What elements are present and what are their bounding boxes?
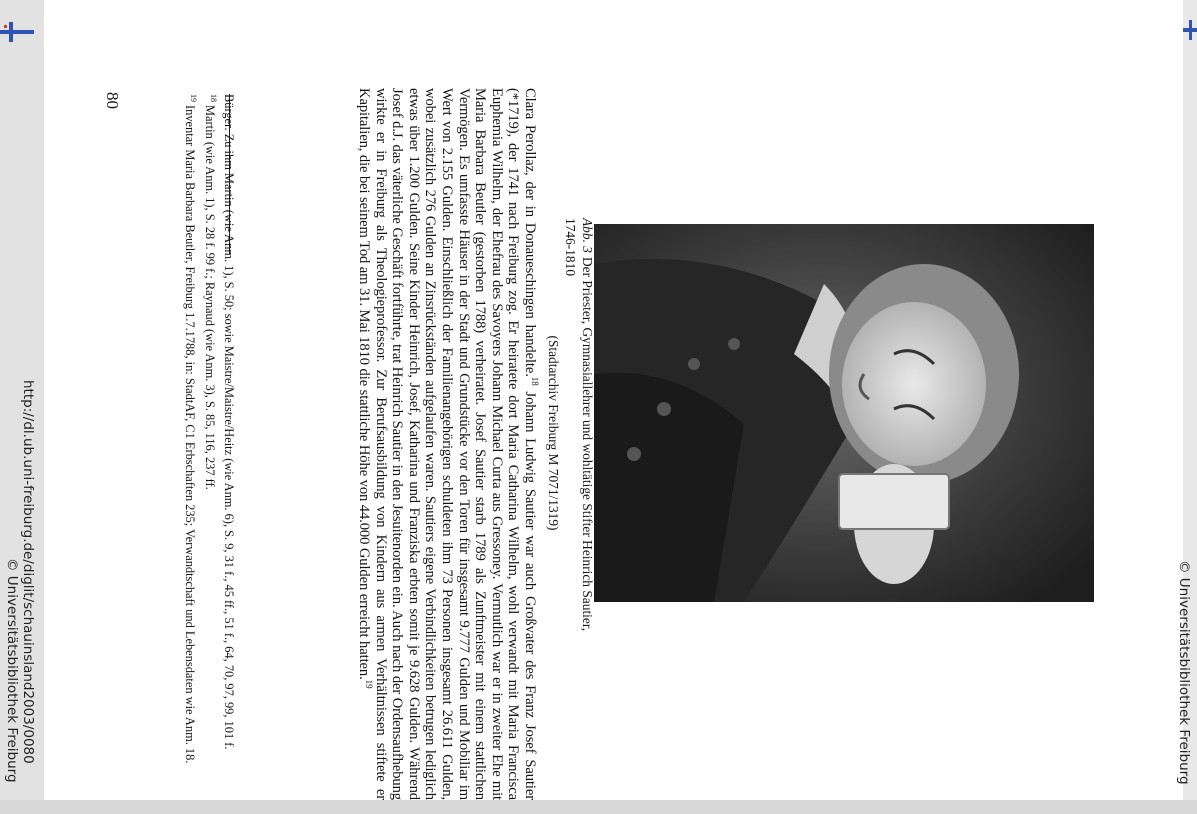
viewer-mark-right-icon: [1183, 20, 1197, 40]
portrait-drawing: [594, 224, 1094, 602]
footnote-continued: [221, 94, 236, 814]
caption-text: Der Priester, Gymnasiallehrer und wohltätige Stifter Heinrich Sautier, 1746-1810: [563, 218, 595, 632]
footnotes: [182, 94, 236, 814]
figure-label: Abb. 3: [580, 218, 595, 253]
watermark-copyright: © Universitätsbibliothek Freiburg: [4, 558, 20, 783]
footnote-ref-18[interactable]: 18: [529, 376, 540, 386]
footnote-19: [182, 94, 201, 814]
main-paragraph: [355, 88, 538, 800]
portrait-image: [594, 224, 1094, 602]
footnote-ref-19[interactable]: 19: [363, 679, 374, 689]
page-number: 80: [103, 92, 122, 109]
watermark-copyright-right: © Universitätsbibliothek Freiburg: [1176, 560, 1192, 785]
footnote-text: Bürger. Zu ihm Martin (wie Anm. 1), S. 50; sowie Maistre/Maistre/Heitz (wie Anm. 6), S. 9, 31 f., 45 ff., 51 f., 64, 70, 97, 99, 101 f.: [222, 94, 236, 750]
caption-line-1: [562, 218, 596, 648]
footnote-number: 18: [208, 94, 218, 102]
figure-caption: [545, 218, 596, 648]
viewer-logo-icon: [0, 22, 38, 42]
footnote-18: [201, 94, 220, 814]
caption-source: (Stadtarchiv Freiburg M 7071/1319): [546, 335, 561, 531]
footnote-text: Martin (wie Anm. 1), S. 28 f. 99 f.; Raynaud (wie Anm. 3), S. 85, 116, 237 ff.: [202, 105, 217, 490]
paragraph-text-rest: Johann Ludwig Sautier war auch Großvater des Franz Josef Sautier (*1719), der 1741 nach Freiburg zog. Er heiratete dort Maria Catharina Wilhelm, wohl verwandt mit Maria Francisca Euphemia Wilhelm, der Ehefrau des Savoyers Johann Michael Curta aus Gressoney. Vermutlich war er in zweiter Ehe mit Maria Barbara Beutler (gestorben 1788) verheiratet. Josef Sautier starb 1789 als Zunftmeister mit einem stattlichen Vermögen. Es umfasste Häuser in der Stadt und Grundstücke vor den Toren für insgesamt 9.777 Gulden und Mobiliar im Wert von 2.155 Gulden. Einschließlich der Familienangehörigen schuldeten ihm 73 Personen insgesamt 26.611 Gulden, wobei zusätzlich 276 Gulden an Zinsrückständen aufgelaufen waren. Sautiers eigene Verbindlichkeiten betrugen lediglich etwas über 1.200 Gulden. Seine Kinder Heinrich, Josef, Katharina und Franziska erbten somit je 9.628 Gulden. Während Josef d.J. das väterliche Geschäft fortführte, trat Heinrich Sautier in den Jesuitenorden ein. Auch nach der Ordensaufhebung wirkte er in Freiburg als Theologieprofessor. Zur Berufsausbildung von Kindern aus armen Verhältnissen stiftete er Kapitalien, die bei seinem Tod am 31. Mai 1810 die stattliche Höhe von 44.000 Gulden erreicht hatten.: [356, 88, 538, 800]
footnote-number: 19: [189, 94, 199, 102]
watermark-url[interactable]: http://dl.ub.uni-freiburg.de/diglit/schauinsland2003/0080: [20, 380, 36, 764]
paragraph-body: [355, 88, 538, 800]
paragraph-text-start: Clara Perollaz, der in Donaueschingen handelte.: [522, 88, 538, 377]
footnote-text: Inventar Maria Barbara Beutler, Freiburg 1.7.1788, in: StadtAF, C1 Erbschaften 235; Verwandtschaft und Lebensdaten wie Anm. 18.: [183, 105, 198, 764]
